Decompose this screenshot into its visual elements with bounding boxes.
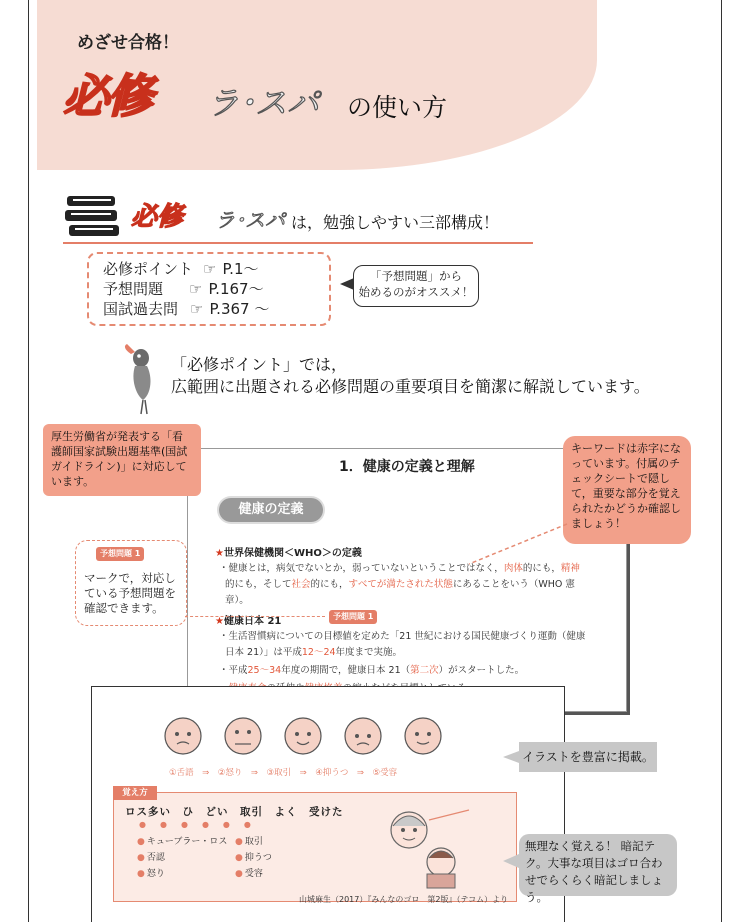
memo-item-text: 取引 xyxy=(244,837,263,847)
section-heading-text: 世界保健機関＜WHO＞の定義 xyxy=(223,548,362,559)
mark-explainer-text: マークで，対応している予想問題を確認できます。 xyxy=(84,571,176,615)
star-icon: ★ xyxy=(215,616,224,627)
toc-callout-line: 「予想問題」から xyxy=(370,269,462,283)
intro-line: 広範囲に出題される必修問題の重要項目を簡潔に解説しています。 xyxy=(171,377,650,396)
dot-icon: ● xyxy=(137,837,145,847)
page-title-tail: の使い方 xyxy=(347,93,448,122)
dot-icon: ● xyxy=(137,869,145,879)
body-line: ・生活習慣病についての目標値を定めた「21 世紀における国民健康づくり運動（健康 xyxy=(219,631,586,642)
keyword-text: 肉体 xyxy=(503,563,523,574)
section-heading xyxy=(215,544,362,559)
body-text: 的にも， xyxy=(310,579,349,590)
memo-dots: ●●●●●● xyxy=(139,820,265,829)
stages-row: ①舌語 ⇒ ②怒り ⇒ ③取引 ⇒ ④抑うつ ⇒ ⑤受容 xyxy=(169,768,398,778)
body-text: 年度まで実施。 xyxy=(335,647,403,658)
toc-box xyxy=(87,252,331,326)
keyword-callout: キーワードは赤字になっています。付属のチェックシートで隠して，重要な部分を覚えられたかどうか確認しましょう！ xyxy=(563,436,691,544)
logo-main: 必修 xyxy=(63,69,151,123)
body-text: 的にも，そして xyxy=(225,579,292,590)
memo-item xyxy=(235,866,263,879)
memo-callout: 無理なく覚える！ 暗記テク。大事な項目はゴロ合わせでらくらく暗記しましょう。 xyxy=(519,834,677,896)
keyword-text: すべてが満たされた状態 xyxy=(348,579,453,590)
logo-sub: ラ･スパ xyxy=(207,84,320,122)
keyword-text: 社会 xyxy=(291,579,311,590)
toc-row xyxy=(103,278,264,299)
toc-page: P.1～ xyxy=(222,260,259,278)
page-frame xyxy=(28,0,722,922)
keyword-text: 25～34 xyxy=(247,665,282,676)
body-text: ・健康とは，病気でないとか，弱っていないということではなく， xyxy=(219,563,504,574)
body-text: 年度の期間で，健康日本 21（ xyxy=(281,665,411,676)
toc-row xyxy=(103,258,259,279)
memo-item xyxy=(137,834,227,847)
dot-icon: ● xyxy=(235,837,243,847)
toc-page: P.367 ～ xyxy=(209,300,270,318)
sample-title: 1．健康の定義と理解 xyxy=(339,459,475,475)
keyword-text: 12～24 xyxy=(301,647,336,658)
divider xyxy=(63,242,533,244)
memo-item xyxy=(235,850,272,863)
structure-logo-main: 必修 xyxy=(131,202,184,232)
callout-pointer xyxy=(439,520,569,570)
guideline-callout: 厚生労働省が発表する「看護師国家試験出題基準(国試ガイドライン)」に対応しています。 xyxy=(43,424,201,496)
toc-callout xyxy=(353,265,479,307)
pointing-hand-icon: ☞ xyxy=(189,280,203,298)
memo-item-text: キューブラー・ロス xyxy=(146,837,228,847)
memo-heading: ロス多い ひ どい 取引 よく 受けた xyxy=(125,806,344,818)
mock-question-badge: 予想問題 1 xyxy=(329,610,377,624)
toc-label: 必修ポイント xyxy=(103,260,194,278)
memo-item xyxy=(137,866,165,879)
toc-label: 予想問題 xyxy=(103,280,164,298)
toc-row xyxy=(103,298,269,319)
mark-explainer xyxy=(75,540,187,626)
body-text: ・平成 xyxy=(219,665,248,676)
bird-icon xyxy=(121,344,159,416)
structure-logo-sub: ラ･スパ xyxy=(215,208,285,232)
toc-page: P.167～ xyxy=(208,280,264,298)
credit-line: 山城麻生（2017）『みんなのゴロ 第2版』（テコム）より xyxy=(299,895,509,904)
body-text: 日本 21）」は平成 xyxy=(225,647,302,658)
section-heading xyxy=(215,612,281,627)
dot-icon: ● xyxy=(235,853,243,863)
dot-icon: ● xyxy=(137,853,145,863)
body-line xyxy=(225,576,575,590)
body-text: にあることをいう（WHO 憲 xyxy=(452,579,575,590)
cartoon-icon xyxy=(369,800,489,890)
mock-question-badge: 予想問題 1 xyxy=(96,547,144,561)
mark-pointer xyxy=(185,616,325,617)
intro-line: 「必修ポイント」では， xyxy=(171,355,348,374)
intro-text xyxy=(171,354,650,398)
books-icon xyxy=(63,194,121,238)
emotion-faces-icon xyxy=(163,712,463,760)
memo-tag: 覚え方 xyxy=(113,786,157,800)
dot-icon: ● xyxy=(235,869,243,879)
pointing-hand-icon: ☞ xyxy=(190,300,204,318)
toc-label: 国試過去問 xyxy=(103,300,179,318)
body-line xyxy=(225,644,402,658)
pointing-hand-icon: ☞ xyxy=(203,260,217,278)
keyword-text: 精神 xyxy=(560,563,580,574)
memo-item-text: 否認 xyxy=(146,853,165,863)
memo-item-text: 抑うつ xyxy=(244,853,272,863)
memo-item xyxy=(137,850,165,863)
memo-item-text: 怒り xyxy=(146,869,165,879)
memo-item-text: 受容 xyxy=(244,869,263,879)
toc-callout-line: 始めるのがオススメ！ xyxy=(358,285,474,299)
keyword-text: 第二次 xyxy=(410,665,439,676)
body-line xyxy=(219,662,524,676)
memo-item xyxy=(235,834,263,847)
body-text: ）がスタートした。 xyxy=(438,665,525,676)
section-pill: 健康の定義 xyxy=(219,498,323,522)
body-line: 章）。 xyxy=(225,595,249,606)
body-text: 的にも， xyxy=(522,563,561,574)
section-heading-text: 健康日本 21 xyxy=(223,616,282,627)
star-icon: ★ xyxy=(215,548,224,559)
eyebrow-text: めざせ合格！ xyxy=(77,33,179,53)
illustration-callout: イラストを豊富に掲載。 xyxy=(519,742,657,772)
structure-tagline: は，勉強しやすい三部構成！ xyxy=(291,213,500,232)
